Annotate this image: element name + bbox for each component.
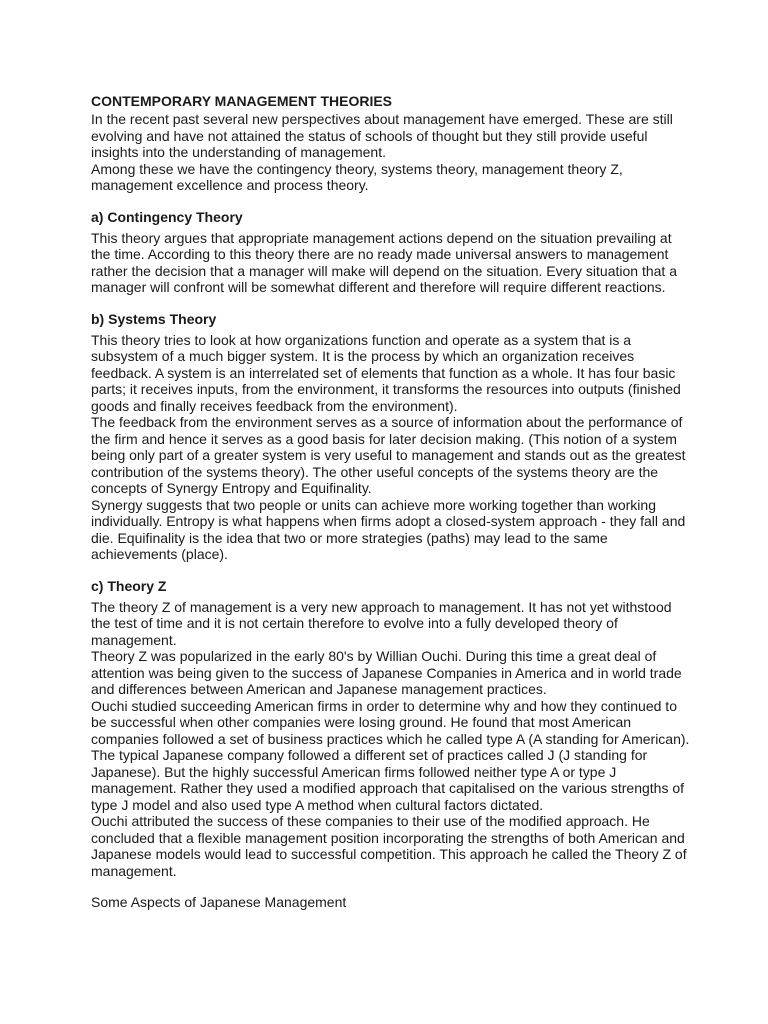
section-paragraph: Ouchi attributed the success of these companies to their use of the modified approach. He concluded that a flexible management position incorporating the strengths of both American and Japanese models would lead to successful competition. This approach he called the Theory Z of management. <box>91 813 687 879</box>
section-paragraph: The feedback from the environment serves as a source of information about the performance of the firm and hence it serves as a good basis for later decision making. (This notion of a system being only part of a greater system is very useful to management and stands out as the greatest contribution of the systems theory). The other useful concepts of the systems theory are the concepts of Synergy Entropy and Equifinality. <box>91 414 686 496</box>
section-heading: b) Systems Theory <box>91 310 217 327</box>
section-heading: a) Contingency Theory <box>91 208 243 225</box>
section-systems-theory <box>91 311 691 563</box>
section-paragraph: Synergy suggests that two people or units can achieve more working together than working individually. Entropy is what happens when firms adopt a closed-system approach - they fall and die. Equifinality is the idea that two or more strategies (paths) may lead to the same achievements (place). <box>91 496 686 562</box>
section-paragraph: This theory tries to look at how organizations function and operate as a system that is a subsystem of a much bigger system. It is the process by which an organization receives feedback. A system is an interrelated set of elements that function as a whole. It has four basic parts; it receives inputs, from the environment, it transforms the resources into outputs (finished goods and finally receives feedback from the environment). <box>91 331 681 414</box>
section-paragraph: Theory Z was popularized in the early 80's by Willian Ouchi. During this time a great deal of attention was being given to the success of Japanese Companies in America and in world trade and differences between American and Japanese management practices. <box>91 648 682 697</box>
closing-heading: Some Aspects of Japanese Management <box>91 894 347 910</box>
document-page <box>91 93 691 911</box>
section-heading: c) Theory Z <box>91 577 167 594</box>
section-paragraph: The theory Z of management is a very new approach to management. It has not yet withstood the test of time and it is not certain therefore to evolve into a fully developed theory of management. <box>91 598 672 648</box>
document-title: CONTEMPORARY MANAGEMENT THEORIES <box>91 93 393 109</box>
intro-paragraph-1: In the recent past several new perspectives about management have emerged. These are still evolving and have not attained the status of schools of thought but they still provide useful insights into the understanding of management. <box>91 111 673 160</box>
section-paragraph: Ouchi studied succeeding American firms in order to determine why and how they continued to be successful when other companies were losing ground. He found that most American companies followed a set of business practices which he called type A (A standing for American). The typical Japanese company followed a different set of practices called J (J standing for Japanese). But the highly successful American firms followed neither type A or type J management. Rather they used a modified approach that capitalised on the various strengths of type J model and also used type A method when cultural factors dictated. <box>91 697 690 813</box>
intro-paragraph-2: Among these we have the contingency theory, systems theory, management theory Z, management excellence and process theory. <box>91 160 623 193</box>
section-contingency-theory <box>91 209 691 296</box>
section-theory-z <box>91 578 691 880</box>
section-paragraph: This theory argues that appropriate management actions depend on the situation prevailing at the time. According to this theory there are no ready made universal answers to management rather the decision that a manager will make will depend on the situation. Every situation that a manager will confront will be somewhat different and therefore will require different reactions. <box>91 229 677 295</box>
intro-block <box>91 111 691 194</box>
